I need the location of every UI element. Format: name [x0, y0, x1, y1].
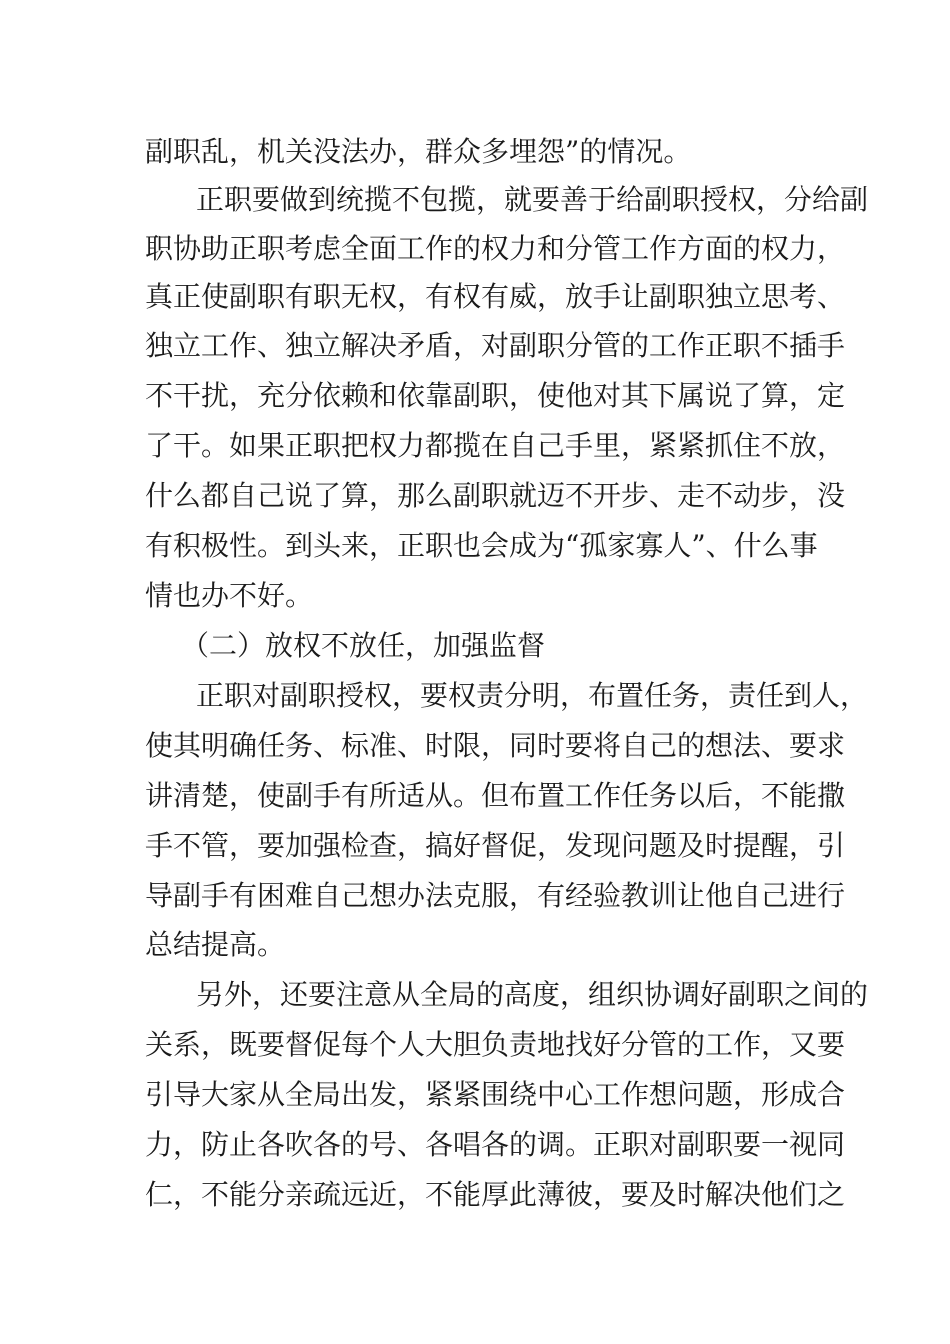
paragraph-line: 力，防止各吹各的号、各唱各的调。正职对副职要一视同	[145, 1128, 846, 1161]
paragraph-line: 讲清楚，使副手有所适从。但布置工作任务以后，不能撒	[145, 779, 846, 812]
paragraph-line: 正职对副职授权，要权责分明，布置任务，责任到人，	[196, 679, 869, 712]
paragraph-line: 仁，不能分亲疏远近，不能厚此薄彼，要及时解决他们之	[145, 1178, 846, 1211]
paragraph-line: 副职乱，机关没法办，群众多埋怨”的情况。	[145, 135, 692, 168]
paragraph-line: 关系，既要督促每个人大胆负责地找好分管的工作，又要	[145, 1028, 846, 1061]
paragraph-line: 真正使副职有职无权，有权有威，放手让副职独立思考、	[145, 280, 846, 313]
paragraph-line: 情也办不好。	[145, 579, 314, 612]
paragraph-line: 引导大家从全局出发，紧紧围绕中心工作想问题，形成合	[145, 1078, 846, 1111]
paragraph-line: 导副手有困难自己想办法克服，有经验教训让他自己进行	[145, 879, 846, 912]
paragraph-line: 职协助正职考虑全面工作的权力和分管工作方面的权力，	[145, 232, 846, 265]
paragraph-line: 独立工作、独立解决矛盾，对副职分管的工作正职不插手	[145, 329, 846, 362]
paragraph-line: 了干。如果正职把权力都揽在自己手里，紧紧抓住不放，	[145, 429, 846, 462]
paragraph-line: 另外，还要注意从全局的高度，组织协调好副职之间的	[196, 978, 869, 1011]
paragraph-line: 手不管，要加强检查，搞好督促，发现问题及时提醒，引	[145, 829, 846, 862]
paragraph-line: 使其明确任务、标准、时限，同时要将自己的想法、要求	[145, 729, 846, 762]
paragraph-line: 不干扰，充分依赖和依靠副职，使他对其下属说了算，定	[145, 379, 846, 412]
section-heading: （二）放权不放任，加强监督	[181, 629, 546, 662]
paragraph-line: 正职要做到统揽不包揽，就要善于给副职授权，分给副	[196, 183, 869, 216]
paragraph-line: 总结提高。	[145, 928, 286, 961]
paragraph-line: 有积极性。到头来，正职也会成为“孤家寡人”、什么事	[145, 529, 818, 562]
paragraph-line: 什么都自己说了算，那么副职就迈不开步、走不动步，没	[145, 479, 846, 512]
